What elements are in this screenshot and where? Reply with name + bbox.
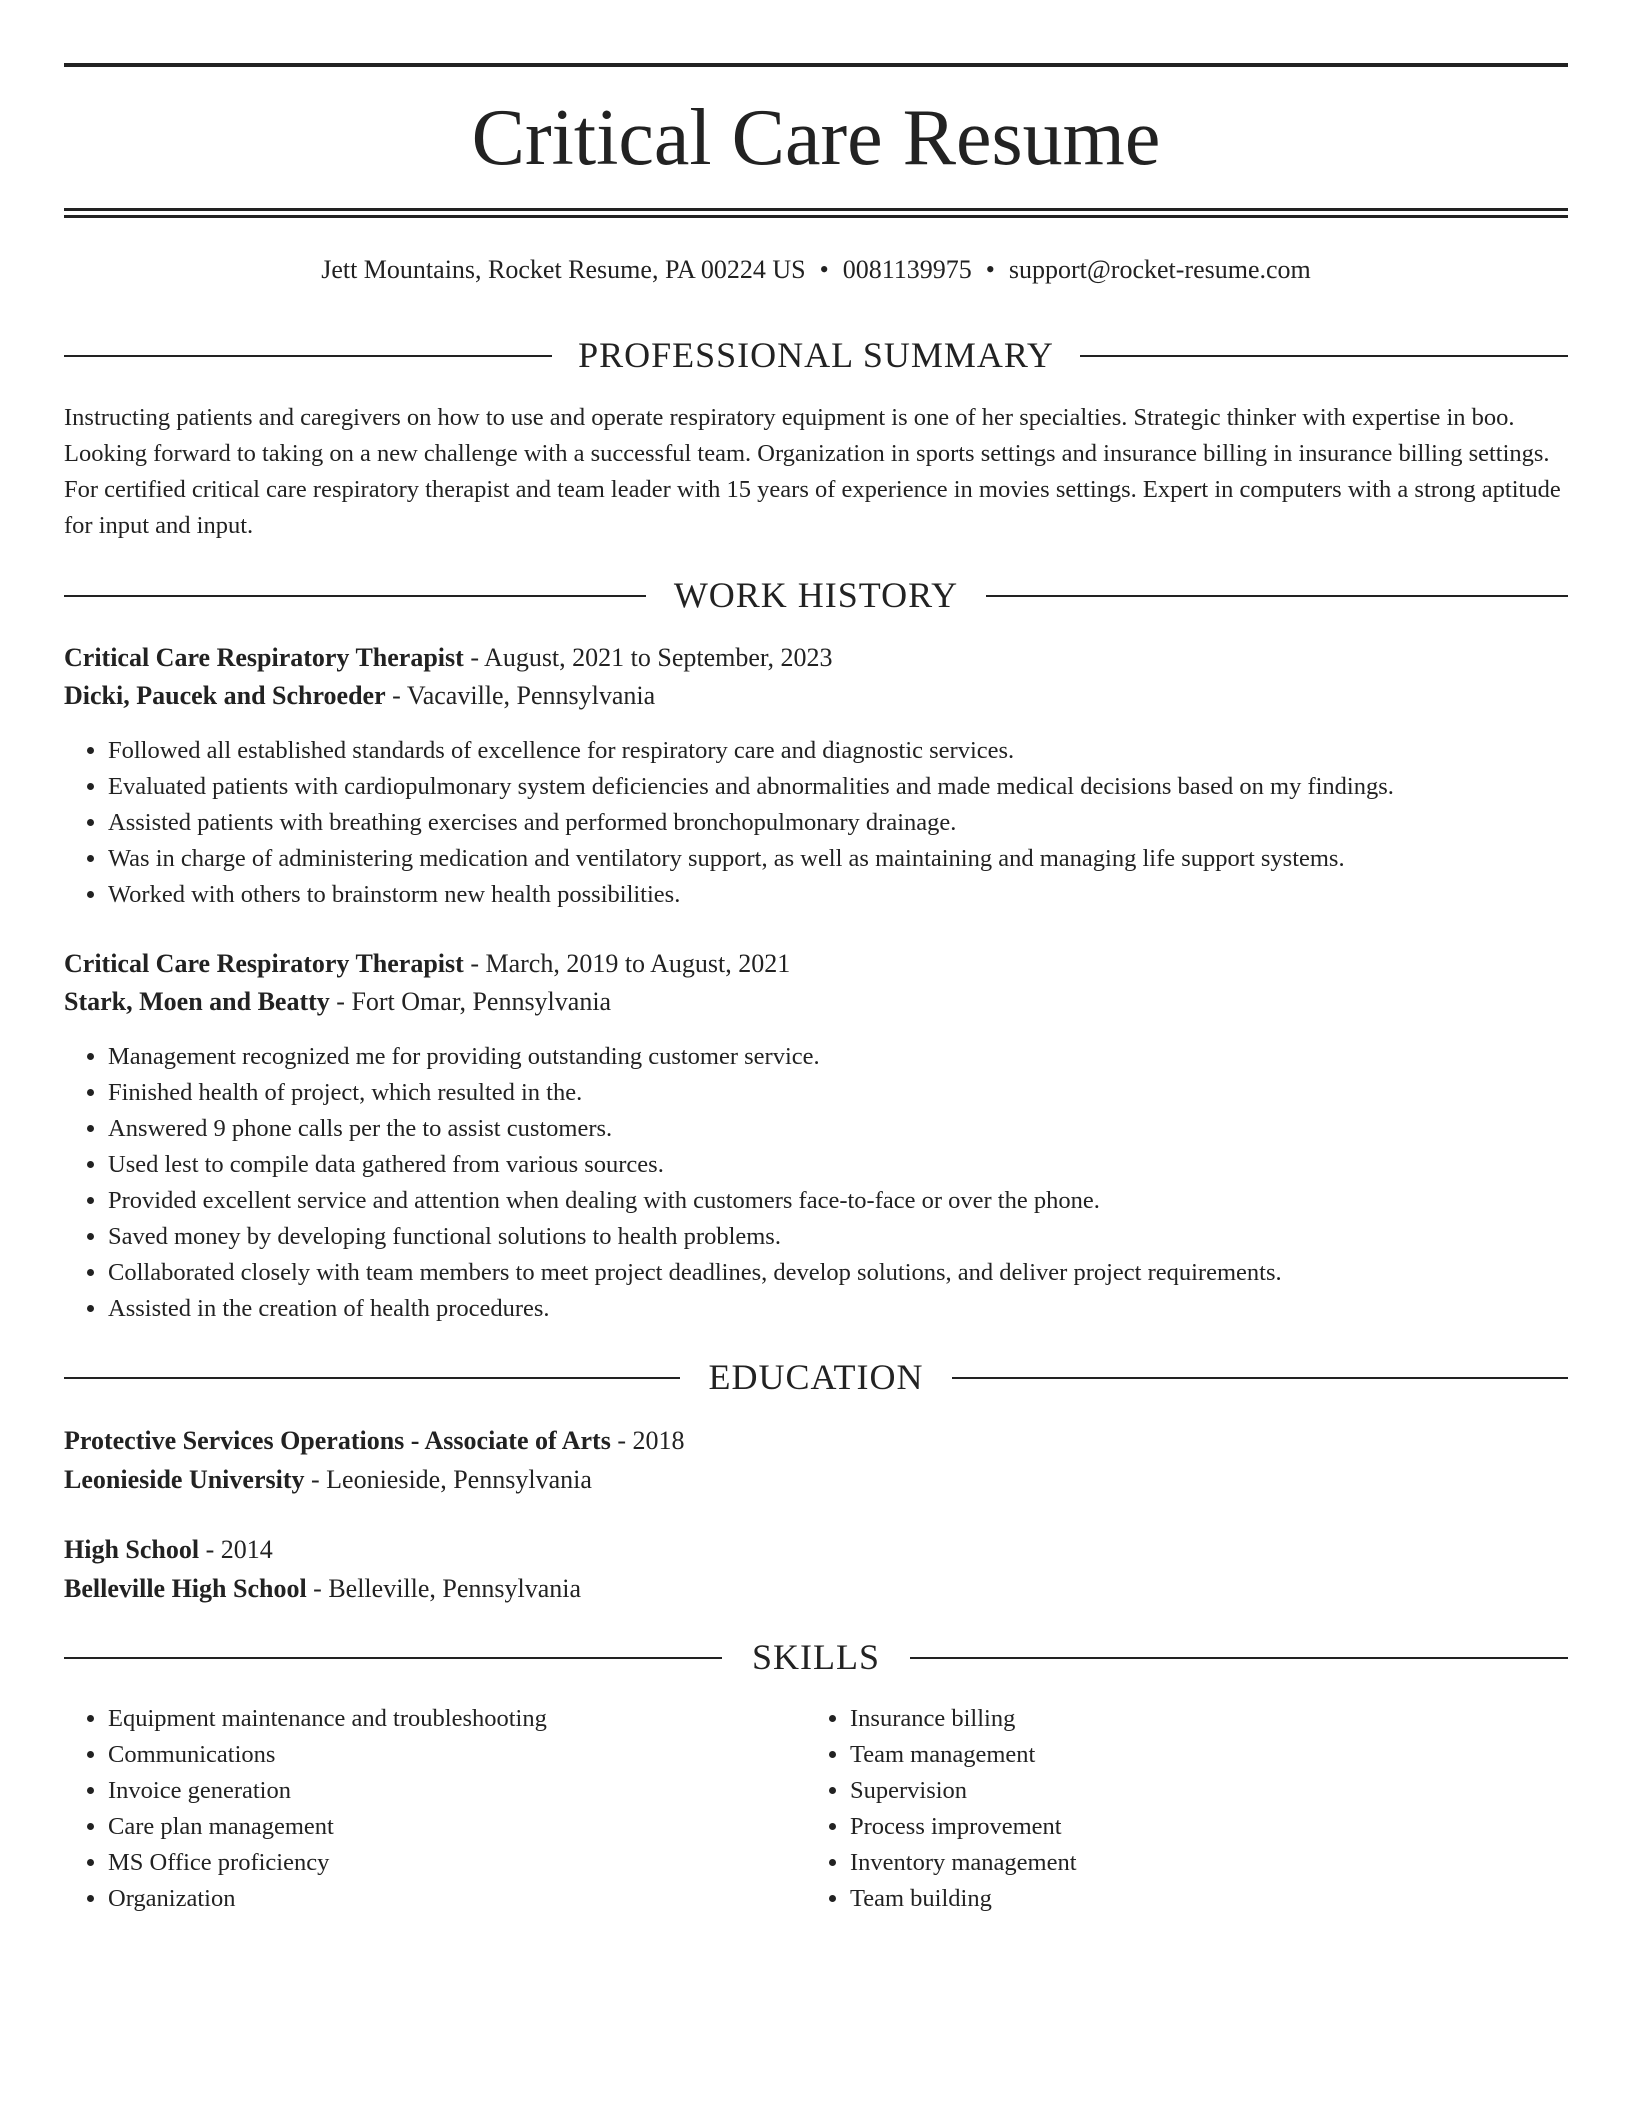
education-school-line (64, 1571, 581, 1607)
list-item: • Followed all established standards of excellence for respiratory care and diagnostic services. (108, 733, 1394, 769)
skills-list-left (64, 1701, 547, 1917)
section-title: SKILLS (751, 1637, 880, 1677)
contact-line (64, 253, 1568, 287)
list-item: • Assisted patients with breathing exercises and performed bronchopulmonary drainage. (108, 805, 1394, 841)
education-location: - Belleville, Pennsylvania (306, 1574, 582, 1603)
list-item: • Evaluated patients with cardiopulmonary system deficiencies and abnormalities and made medical decisions based on my findings. (108, 769, 1394, 805)
resume-title: Critical Care Resume (471, 94, 1161, 182)
job-title-line (64, 640, 833, 676)
section-title: EDUCATION (708, 1357, 924, 1397)
education-year: - 2014 (199, 1535, 273, 1564)
job-company: Dicki, Paucek and Schroeder (64, 681, 386, 710)
job-dates: - March, 2019 to August, 2021 (463, 949, 791, 978)
job-title-line (64, 946, 790, 982)
list-item: • Worked with others to brainstorm new health possibilities. (108, 877, 1394, 913)
education-year: - 2018 (610, 1426, 685, 1455)
job-location: - Fort Omar, Pennsylvania (329, 987, 612, 1016)
list-item: • Finished health of project, which resulted in the. (108, 1075, 1282, 1111)
education-school: Belleville High School (64, 1574, 307, 1603)
education-degree-line (64, 1423, 684, 1459)
education-degree-line (64, 1532, 273, 1568)
section-heading-summary (64, 335, 1568, 375)
skill-item: • Inventory management (850, 1845, 1077, 1881)
job-company-line (64, 984, 611, 1020)
contact-email: support@rocket-resume.com (1008, 255, 1311, 284)
education-degree: Protective Services Operations - Associate of Arts (64, 1426, 611, 1455)
job-duties-list (64, 1039, 1282, 1327)
education-location: - Leonieside, Pennsylvania (304, 1465, 592, 1494)
list-item: • Answered 9 phone calls per the to assist customers. (108, 1111, 1282, 1147)
section-heading-skills (64, 1637, 1568, 1677)
education-degree: High School (64, 1535, 200, 1564)
list-item: • Provided excellent service and attention when dealing with customers face-to-face or over the phone. (108, 1183, 1282, 1219)
list-item: • Was in charge of administering medication and ventilatory support, as well as maintaining and managing life support systems. (108, 841, 1394, 877)
skill-item: • MS Office proficiency (108, 1845, 547, 1881)
education-school-line (64, 1462, 592, 1498)
contact-address: Jett Mountains, Rocket Resume, PA 00224 US (321, 255, 806, 284)
section-heading-education (64, 1357, 1568, 1397)
contact-separator: • (819, 255, 829, 284)
skill-item: • Communications (108, 1737, 547, 1773)
skill-item: • Care plan management (108, 1809, 547, 1845)
list-item: • Assisted in the creation of health procedures. (108, 1291, 1282, 1327)
title-rule-upper (64, 208, 1568, 211)
skill-item: • Process improvement (850, 1809, 1077, 1845)
job-title: Critical Care Respiratory Therapist (64, 643, 464, 672)
title-rule-lower (64, 215, 1568, 218)
education-school: Leonieside University (64, 1465, 305, 1494)
job-location: - Vacaville, Pennsylvania (385, 681, 656, 710)
contact-phone: 0081139975 (842, 255, 972, 284)
skill-item: • Team building (850, 1881, 1077, 1917)
skill-item: • Equipment maintenance and troubleshooting (108, 1701, 547, 1737)
skill-item: • Organization (108, 1881, 547, 1917)
list-item: • Saved money by developing functional solutions to health problems. (108, 1219, 1282, 1255)
list-item: • Management recognized me for providing outstanding customer service. (108, 1039, 1282, 1075)
section-title: PROFESSIONAL SUMMARY (578, 335, 1054, 375)
skill-item: • Insurance billing (850, 1701, 1077, 1737)
list-item: • Used lest to compile data gathered from various sources. (108, 1147, 1282, 1183)
contact-separator: • (985, 255, 995, 284)
summary-text: Instructing patients and caregivers on how to use and operate respiratory equipment is one of her specialties. Strategic thinker with expertise in boo. Looking forward to taking on a new challenge with a successful team. Organization in sports settings and insurance billing in insurance billing settings. For certified critical care respiratory therapist and team leader with 15 years of experience in movies settings. Expert in computers with a strong aptitude for input and input. (64, 404, 1561, 539)
skill-item: • Team management (850, 1737, 1077, 1773)
skill-item: • Supervision (850, 1773, 1077, 1809)
job-dates: - August, 2021 to September, 2023 (463, 643, 833, 672)
job-company-line (64, 678, 655, 714)
top-rule (64, 63, 1568, 67)
job-duties-list (64, 733, 1394, 913)
section-heading-work (64, 575, 1568, 615)
job-title: Critical Care Respiratory Therapist (64, 949, 464, 978)
skill-item: • Invoice generation (108, 1773, 547, 1809)
job-company: Stark, Moen and Beatty (64, 987, 330, 1016)
skills-list-right (806, 1701, 1077, 1917)
list-item: • Collaborated closely with team members to meet project deadlines, develop solutions, and deliver project requirements. (108, 1255, 1282, 1291)
section-title: WORK HISTORY (673, 575, 959, 615)
